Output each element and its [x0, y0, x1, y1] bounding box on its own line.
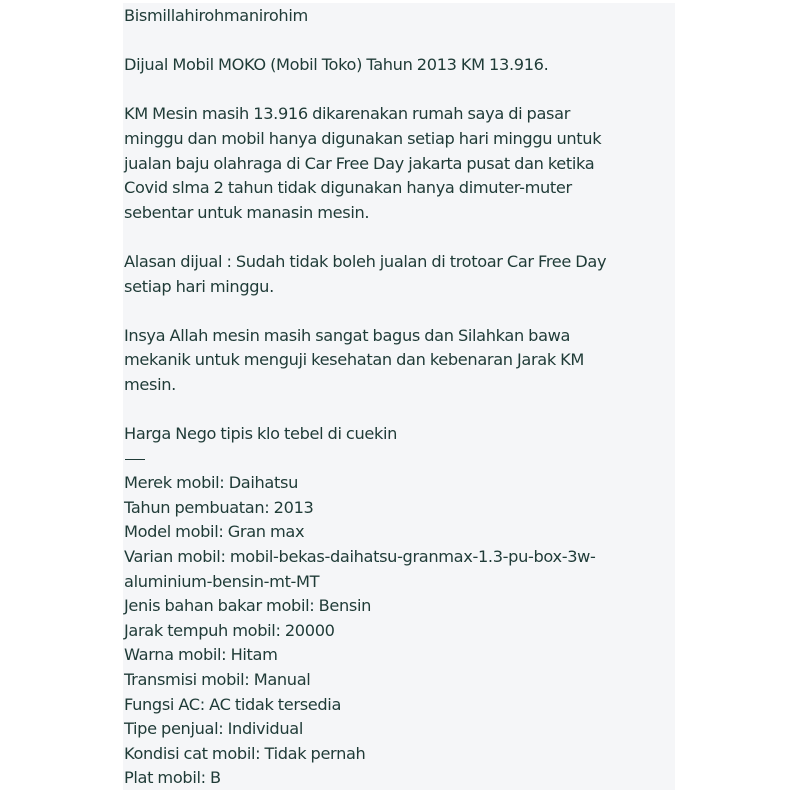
- paragraph-sale-reason: [124, 250, 675, 299]
- paragraph-line: mesin.: [124, 374, 176, 394]
- greeting: Bismillahirohmanirohim: [124, 6, 308, 25]
- spec-year: Tahun pembuatan: 2013: [124, 497, 314, 517]
- spec-mileage: Jarak tempuh mobil: 20000: [124, 620, 335, 640]
- spec-variant-continued: aluminium-bensin-mt-MT: [124, 571, 320, 591]
- paragraph-line: Insya Allah mesin masih sangat bagus dan Silahkan bawa: [124, 325, 571, 345]
- spec-ac: Fungsi AC: AC tidak tersedia: [124, 694, 342, 714]
- blank-line: [124, 299, 675, 324]
- headline: Dijual Mobil MOKO (Mobil Toko) Tahun 2013 KM 13.916.: [124, 55, 549, 75]
- spec-brand: Merek mobil: Daihatsu: [124, 473, 298, 493]
- spec-plate: Plat mobil: B: [124, 768, 221, 788]
- blank-line: [124, 29, 675, 54]
- paragraph-mileage-reason: [124, 102, 675, 225]
- paragraph-engine-condition: [124, 324, 675, 398]
- paragraph-line: jualan baju olahraga di Car Free Day jakarta pusat dan ketika: [124, 153, 595, 173]
- paragraph-line: KM Mesin masih 13.916 dikarenakan rumah saya di pasar: [124, 104, 571, 124]
- paragraph-line: mekanik untuk menguji kesehatan dan kebenaran Jarak KM: [124, 350, 585, 370]
- spec-variant: Varian mobil: mobil-bekas-daihatsu-granmax-1.3-pu-box-3w-: [124, 547, 596, 567]
- price-note: Harga Nego tipis klo tebel di cuekin: [124, 424, 398, 444]
- spec-transmission: Transmisi mobil: Manual: [124, 670, 311, 690]
- spec-model: Model mobil: Gran max: [124, 522, 305, 542]
- spec-fuel: Jenis bahan bakar mobil: Bensin: [124, 596, 372, 616]
- listing-description-panel: [123, 3, 675, 790]
- blank-line: [124, 78, 675, 103]
- blank-line: [124, 398, 675, 423]
- paragraph-line: setiap hari minggu.: [124, 276, 274, 296]
- paragraph-line: Alasan dijual : Sudah tidak boleh jualan di trotoar Car Free Day: [124, 251, 607, 271]
- spec-color: Warna mobil: Hitam: [124, 645, 278, 665]
- spec-seller-type: Tipe penjual: Individual: [124, 719, 303, 739]
- blank-line: [124, 225, 675, 250]
- spec-list: [124, 471, 675, 791]
- paragraph-line: minggu dan mobil hanya digunakan setiap hari minggu untuk: [124, 128, 602, 148]
- paragraph-line: sebentar untuk manasin mesin.: [124, 202, 370, 222]
- listing-description-text: [124, 4, 675, 791]
- spec-paint-condition: Kondisi cat mobil: Tidak pernah: [124, 743, 366, 763]
- paragraph-line: Covid slma 2 tahun tidak digunakan hanya dimuter-muter: [124, 178, 572, 198]
- separator-dash: [124, 447, 675, 472]
